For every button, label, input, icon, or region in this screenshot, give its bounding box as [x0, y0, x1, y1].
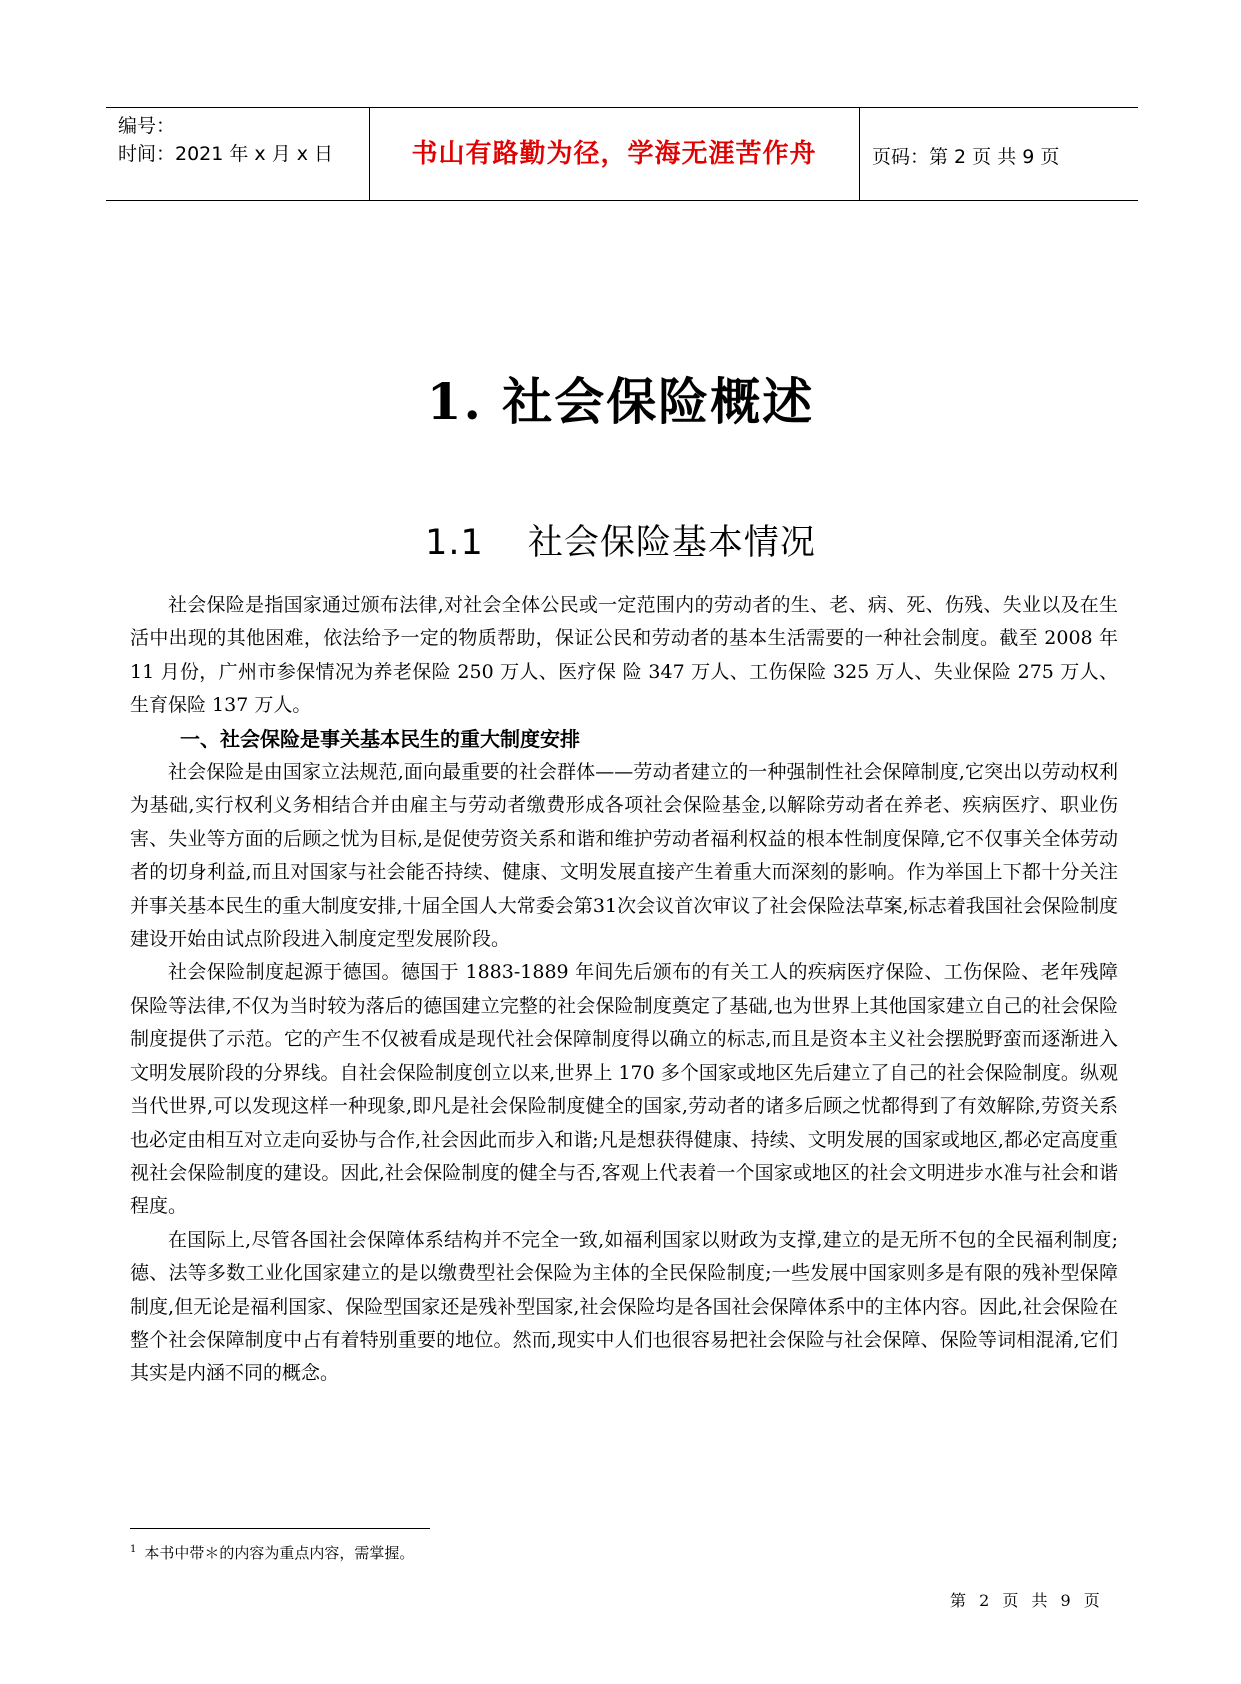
- section-number: 1.1: [425, 523, 484, 563]
- section-title: 社会保险基本情况: [527, 523, 816, 563]
- header-top-rule: [106, 107, 1138, 108]
- body-text: [130, 589, 1118, 1391]
- paragraph-germany-origin: 社会保险制度起源于德国。德国于 1883-1889 年间先后颁布的有关工人的疾病医疗保险、工伤保险、老年残障保险等法律,不仅为当时较为落后的德国建立完整的社会保险制度奠定了基础,也为世界上其他国家建立自己的社会保险制度提供了示范。它的产生不仅被看成是现代社会保障制度得以确立的标志,而且是资本主义社会摆脱野蛮而逐渐进入文明发展阶段的分界线。自社会保险制度创立以来,世界上 170 多个国家或地区先后建立了自己的社会保险制度。纵观当代世界,可以发现这样一种现象,即凡是社会保险制度健全的国家,劳动者的诸多后顾之忧都得到了有效解除,劳资关系也必定由相互对立走向妥协与合作,社会因此而步入和谐;凡是想获得健康、持续、文明发展的国家或地区,都必定高度重视社会保险制度的建设。因此,社会保险制度的健全与否,客观上代表着一个国家或地区的社会文明进步水准与社会和谐程度。: [130, 961, 1118, 1218]
- paragraph-basic-livelihood: 社会保险是由国家立法规范,面向最重要的社会群体——劳动者建立的一种强制性社会保障制度,它突出以劳动权利为基础,实行权利义务相结合并由雇主与劳动者缴费形成各项社会保险基金,以解除劳动者在养老、疾病医疗、职业伤害、失业等方面的后顾之忧为目标,是促使劳资关系和谐和维护劳动者福利权益的根本性制度保障,它不仅事关全体劳动者的切身利益,而且对国家与社会能否持续、健康、文明发展直接产生着重大而深刻的影响。作为举国上下都十分关注并事关基本民生的重大制度安排,十届全国人大常委会第31次会议首次审议了社会保险法草案,标志着我国社会保险制度建设开始由试点阶段进入制度定型发展阶段。: [130, 761, 1118, 951]
- page-footer: 第 2 页 共 9 页: [950, 1591, 1102, 1610]
- footnote-rule: [130, 1528, 430, 1529]
- footnote-mark: 1: [130, 1544, 137, 1555]
- footnote-text: 本书中带＊的内容为重点内容，需掌握。: [144, 1544, 415, 1562]
- section-heading: [0, 515, 1241, 565]
- chapter-title: 1. 社会保险概述: [426, 372, 815, 431]
- footnote: [130, 1542, 414, 1563]
- header-page-info: 页码：第 2 页 共 9 页: [872, 146, 1060, 168]
- subheading: 一、社会保险是事关基本民生的重大制度安排: [180, 726, 580, 751]
- paragraph-international: 在国际上,尽管各国社会保障体系结构并不完全一致,如福利国家以财政为支撑,建立的是无所不包的全民福利制度;德、法等多数工业化国家建立的是以缴费型社会保险为主体的全民保险制度;一些发展中国家则多是有限的残补型保障制度,但无论是福利国家、保险型国家还是残补型国家,社会保险均是各国社会保障体系中的主体内容。因此,社会保险在整个社会保障制度中占有着特别重要的地位。然而,现实中人们也很容易把社会保险与社会保障、保险等词相混淆,它们其实是内涵不同的概念。: [130, 1228, 1118, 1385]
- serial-label: 编号：: [118, 115, 176, 137]
- header-bottom-rule: [106, 200, 1138, 201]
- header-divider-right: [859, 107, 860, 201]
- time-label: 时间：2021 年 x 月 x 日: [118, 143, 334, 165]
- header-meta: [118, 112, 333, 168]
- header-motto: 书山有路勤为径，学海无涯苦作舟: [411, 139, 817, 169]
- paragraph-intro: 社会保险是指国家通过颁布法律,对社会全体公民或一定范围内的劳动者的生、老、病、死、伤残、失业以及在生活中出现的其他困难，依法给予一定的物质帮助，保证公民和劳动者的基本生活需要的一种社会制度。截至 2008 年 11 月份，广州市参保情况为养老保险 250 万人、医疗保 险 347 万人、工伤保险 325 万人、失业保险 275 万人、生育保险 137 万人。: [130, 594, 1118, 717]
